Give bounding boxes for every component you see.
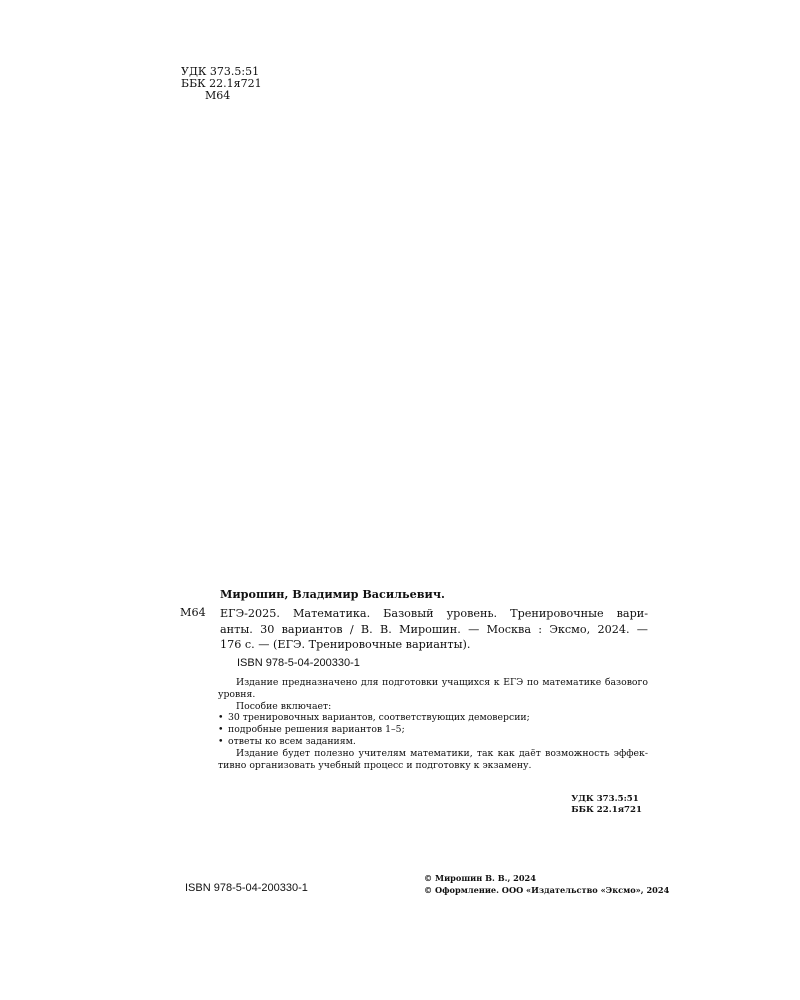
annotation-intro-line: Издание предназначено для подготовки учащихся к ЕГЭ по математике базового [236,677,648,688]
list-item-text: 30 тренировочных вариантов, соответствующих демоверсии; [228,712,530,724]
footer-isbn: ISBN 978-5-04-200330-1 [185,882,308,894]
description-line: 176 с. — (ЕГЭ. Тренировочные варианты). [220,638,471,651]
list-item [218,724,648,736]
list-item [218,736,648,748]
classification-block-bottom [571,794,642,816]
list-item [218,712,648,724]
description-line: ЕГЭ-2025. Математика. Базовый уровень. Тренировочные вари- [220,607,648,620]
bullet-icon: • [218,735,224,747]
bbk-code: ББК 22.1я721 [571,805,642,815]
classification-block-top [181,66,262,102]
card-cutter-mark: М64 [180,606,206,619]
annotation-closing-line: Издание будет полезно учителям математики, так как даёт возможность эффек- [236,747,648,759]
udk-code: УДК 373.5:51 [181,65,260,78]
bibliographic-description [220,606,648,653]
annotation-intro-line: уровня. [218,688,256,700]
cutter-mark: М64 [205,89,231,102]
bullet-icon: • [218,712,224,724]
description-line: анты. 30 вариантов / В. В. Мирошин. — Москва : Эксмо, 2024. — [220,622,648,636]
annotation [218,677,648,771]
annotation-closing-line: тивно организовать учебный процесс и подготовку к экзамену. [218,759,532,771]
includes-label: Пособие включает: [236,700,332,712]
card-isbn: ISBN 978-5-04-200330-1 [237,657,360,669]
list-item-text: подробные решения вариантов 1–5; [228,724,405,736]
udk-code: УДК 373.5:51 [571,794,639,804]
bbk-code: ББК 22.1я721 [181,77,262,90]
copyright-design: © Оформление. ООО «Издательство «Эксмо», 2024 [424,885,670,895]
author-heading: Мирошин, Владимир Васильевич. [220,587,445,601]
copyright-block [424,872,669,896]
bullet-icon: • [218,724,224,736]
copyright-author: © Мирошин В. В., 2024 [424,873,536,883]
list-item-text: ответы ко всем заданиям. [228,735,356,747]
